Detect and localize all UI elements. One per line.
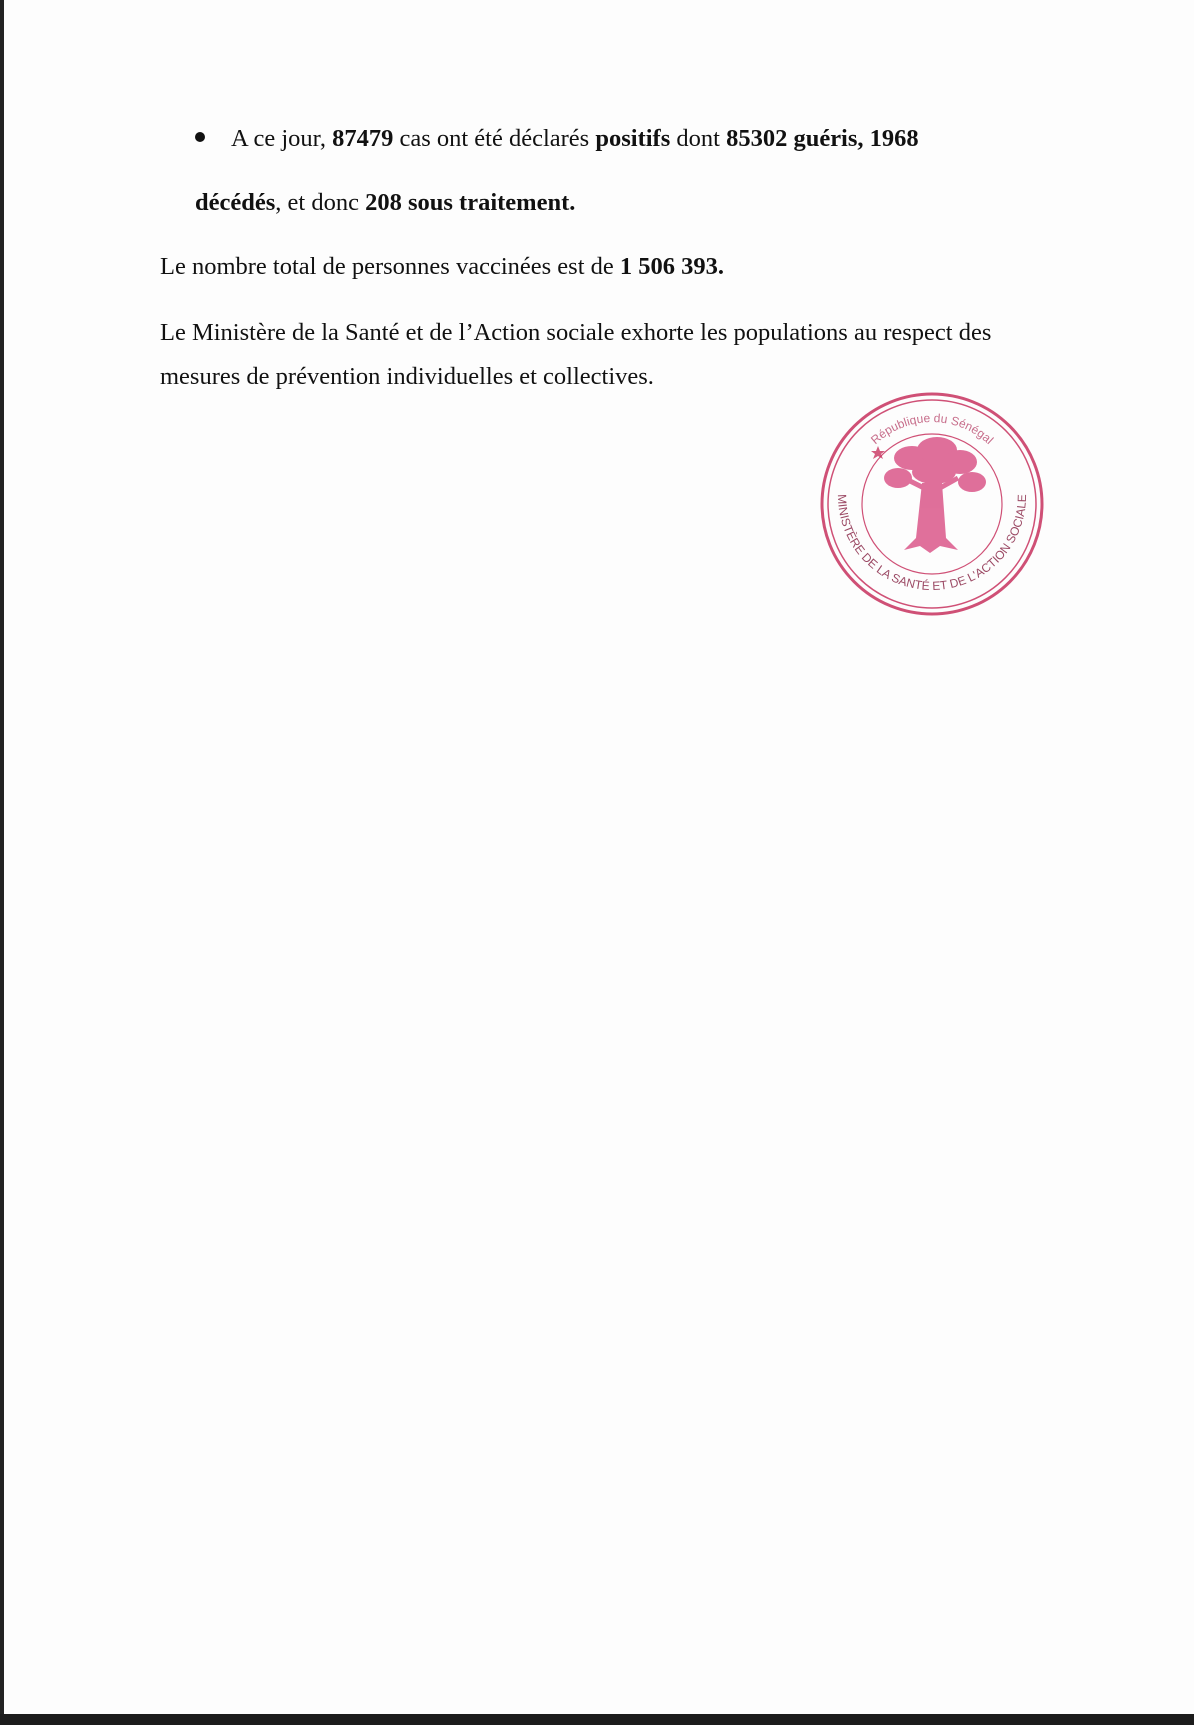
- text-fragment: , et donc: [275, 189, 366, 216]
- closing-line-2: mesures de prévention individuelles et collectives.: [160, 363, 654, 390]
- recovered-deceased-count: 85302 guéris, 1968: [726, 125, 919, 152]
- vaccination-total: 1 506 393.: [619, 253, 725, 280]
- bottom-edge: [0, 1714, 1194, 1725]
- cases-count: 87479: [332, 125, 394, 152]
- stamp-bottom-text: MINISTÈRE DE LA SANTÉ ET DE L'ACTION SOCIALE: [834, 493, 1030, 594]
- bullet-icon: [195, 132, 205, 142]
- stamp-top-text: République du Sénégal: [868, 411, 997, 447]
- vaccination-text: Le nombre total de personnes vaccinées est de: [160, 253, 620, 280]
- closing-line-1: Le Ministère de la Santé et de l’Action sociale exhorte les populations au respect des: [160, 319, 992, 346]
- text-fragment: cas ont été déclarés: [393, 125, 596, 152]
- text-fragment: dont: [670, 125, 727, 152]
- bullet-line-1: [231, 124, 919, 153]
- deceased-label: décédés: [195, 189, 276, 216]
- positive-label: positifs: [595, 125, 671, 152]
- baobab-tree-icon: [884, 437, 986, 553]
- under-treatment-count: 208 sous traitement.: [365, 189, 576, 216]
- bullet-line-2: [195, 188, 575, 217]
- ministry-stamp: [812, 388, 1052, 620]
- text-fragment: A ce jour,: [231, 125, 333, 152]
- vaccination-line: [160, 252, 724, 281]
